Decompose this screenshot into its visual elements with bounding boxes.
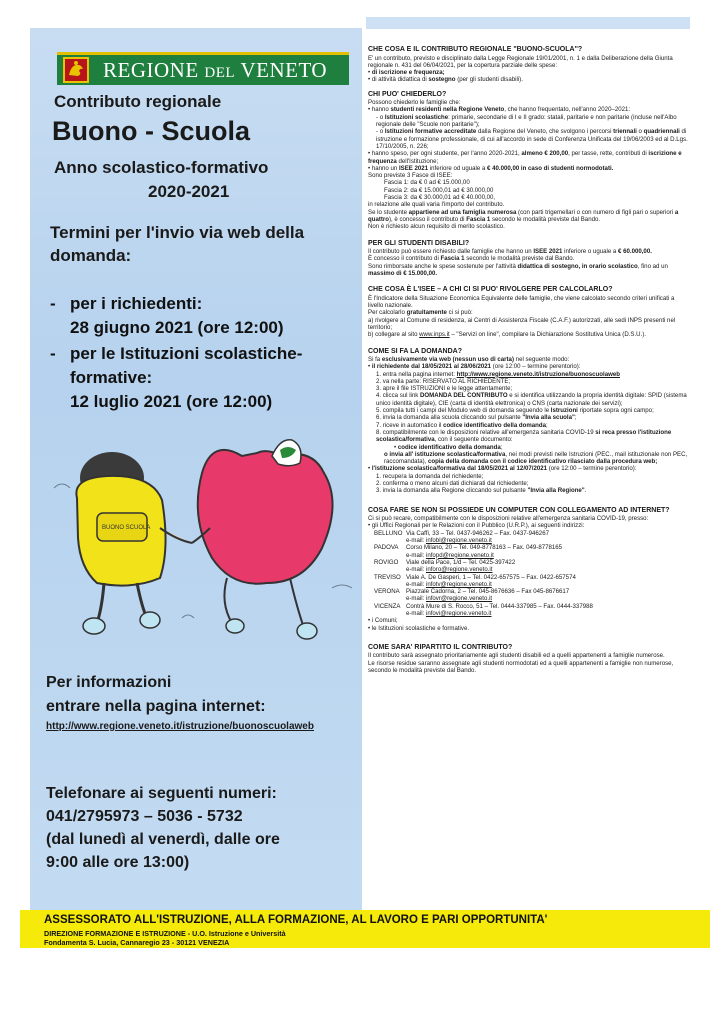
paragraph: Il contributo può essere richiesto dalle famiglie che hanno un ISEE 2021 inferiore o uguale a € 60.000,00. [368,248,652,256]
child-and-apple-illustration [42,418,362,658]
offices-list [368,530,688,618]
deadline-istituzioni: per le Istituzioni scolastiche-formative: 12 luglio 2021 (ore 12:00) [70,344,303,411]
list-item: • hanno speso, per ogni studente, per l'anno 2020-2021, almeno € 200,00, per tasse, rette, contributi di iscrizione e frequenza dell'Istituzione; [368,150,682,165]
office-email-row: e-mail: infopd@regione.veneto.it [406,551,494,559]
info-subheading: entrare nella pagina internet: [46,698,266,715]
step-item: 2. va nella parte: RISERVATO AL RICHIEDENTE; [376,377,511,385]
section-title: CHI PUO' CHIEDERLO? [368,90,447,98]
paragraph: Ci si può recare, compatibilmente con le disposizioni relative all'emergenza sanitaria COVID-19, presso: [368,515,649,523]
paragraph: Possono chiederlo le famiglie che: [368,99,461,107]
step-subitem: o invia all' istituzione scolastica/formativa, nei modi previsti nelle Istruzioni (PEC., mail istituzionale non PEC, raccomandata), copia della domanda con il codice identificativo rilasciato dalla procedura web; [384,450,688,466]
step-item: 1. entra nella pagina internet: http://www.regione.veneto.it/istruzione/buonoscuolaweb [376,370,620,378]
list-item: • le Istituzioni scolastiche e formative. [368,624,470,632]
list-item: • il richiedente dal 18/05/2021 al 28/06/2021 (ore 12:00 – termine perentorio): [368,363,581,371]
office-row: BELLUNO Via Caffi, 33 – Tel. 0437-946262 – Fax. 0437-946267 [374,529,549,537]
inps-link[interactable]: www.inps.it [419,331,450,339]
step-item: 4. clicca sul link DOMANDA DEL CONTRIBUTO e si identifica utilizzando la propria identità digitale: SPID (sistema unico identità digitale), CIE (carta di identità elettronica) o CNS (carta nazionale dei servizi); [376,392,687,407]
step-item: 7. riceve in automatico il codice identificativo della domanda; [376,421,548,429]
office-row: VERONA Piazzale Cadorna, 2 – Tel. 045-8676636 – Fax 045-8676617 [374,588,570,596]
bullet-dash: - [50,344,56,363]
top-blue-strip [366,17,690,29]
step-item: 2. conferma o meno alcuni dati dichiarati dal richiedente; [376,480,529,488]
list-item: • di attività didattica di sostegno (per gli studenti disabili). [368,76,523,84]
paragraph: Il contributo sarà assegnato prioritariamente agli studenti disabili ed a quelli appartenenti a famiglie numerose. [368,652,665,660]
contributo-heading: Contributo regionale [54,92,222,111]
list-item: - o Istituzioni scolastiche: primarie, secondarie di I e II grado: statali, paritarie e non paritarie (incluse nell'Albo regionale delle "Scuole non paritarie"); [376,113,677,129]
paragraph: Se lo studente appartiene ad una famiglia numerosa (con parti trigemellari o con numero di figli pari o superiori a quattro), è concesso il contributo di Fascia 1 secondo le modalità previste dal Bando. [368,208,679,223]
step-item: 5. compila tutti i campi del Modulo web di domanda seguendo le Istruzioni riportate sopra ogni campo; [376,407,654,415]
paragraph: È l'Indicatore della Situazione Economica Equivalente delle famiglie, che viene calcolato secondo criteri unificati a livello nazionale. [368,294,675,310]
tel-hours-1: (dal lunedì al venerdì, dalle ore [46,831,280,848]
office-email-row: e-mail: infotv@regione.veneto.it [406,580,492,588]
step-subitem: • codice identificativo della domanda; [394,443,503,451]
bullet-dash: - [50,294,56,313]
buono-scuola-title: Buono - Scuola [52,116,250,146]
lion-emblem-icon [61,56,91,84]
buonoscuola-link[interactable]: http://www.regione.veneto.it/istruzione/buonoscuolaweb [456,370,620,378]
info-column [368,46,688,908]
section-title: COSA FARE SE NON SI POSSIEDE UN COMPUTER CON COLLEGAMENTO AD INTERNET? [368,506,670,514]
email-link[interactable]: infobl@regione.veneto.it [425,537,492,545]
tel-hours-2: 9:00 alle ore 13:00) [46,854,190,871]
paragraph: Sono rimborsate anche le spese sostenute per l'attività didattica di sostegno, in orario scolastico, fino ad un massimo di € 15.000,00. [368,262,668,277]
fascia-item: Fascia 3: da € 30.000,01 ad € 40.000,00, [384,194,496,202]
info-heading: Per informazioni [46,674,172,691]
paragraph: Per calcolarlo gratuitamente ci si può: [368,309,473,317]
list-item: b) collegare al sito www.inps.it – "Servizi on line", compilare la Dichiarazione Sostitutiva Unica (D.S.U.). [368,331,646,339]
deadline-richiedenti: per i richiedenti: 28 giugno 2021 (ore 12:00) [70,294,284,337]
termini-heading: Termini per l'invio via web della domanda: [50,223,305,265]
paragraph: Si fa esclusivamente via web (nessun uso di carta) nel seguente modo: [368,356,570,363]
regione-veneto-logo [57,52,349,85]
paragraph: Sono previste 3 Fasce di ISEE: [368,172,453,180]
office-email-row: e-mail: inforo@regione.veneto.it [406,566,493,574]
list-item: a) rivolgere al Comune di residenza, ai Centri di Assistenza Fiscale (C.A.F.) autorizzati, alle sedi INPS presenti nel territorio; [368,316,676,331]
email-link[interactable]: inforo@regione.veneto.it [425,566,493,574]
email-link[interactable]: infovi@regione.veneto.it [425,610,492,617]
logo-text: REGIONE DEL VENETO [103,57,328,82]
anno-scolastico: Anno scolastico-formativo [54,158,269,177]
office-row: TREVISO Viale A. De Gasperi, 1 – Tel. 0422-657575 – Fax. 0422-657574 [374,573,576,581]
svg-text:BUONO SCUOLA: BUONO SCUOLA [102,525,151,531]
section-title: CHE COSA È L'ISEE – A CHI CI SI PUO' RIVOLGERE PER CALCOLARLO? [368,286,613,294]
section-title: CHE COSA È IL CONTRIBUTO REGIONALE "BUONO-SCUOLA"? [368,46,583,53]
list-item: • gli Uffici Regionali per le Relazioni con il Pubblico (U.R.P.), ai seguenti indirizzi: [368,522,585,530]
paragraph: E' un contributo, previsto e disciplinato dalla Legge Regionale 19/01/2001, n. 1 e dalla Deliberazione della Giunta regionale n. 431 del 06/04/2021, per la copertura parziale delle spese: [368,54,673,69]
footer-direzione: DIREZIONE FORMAZIONE E ISTRUZIONE - U.O. Istruzione e Università [44,929,286,938]
paragraph: in relazione alle quali varia l'importo del contributo. [368,201,505,209]
list-item: • di iscrizione e frequenza; [368,69,445,77]
fascia-item: Fascia 2: da € 15.000,01 ad € 30.000,00 [384,186,494,194]
footer-address: Fondamenta S. Lucia, Cannaregio 23 - 30121 VENEZIA [44,938,230,947]
email-link[interactable]: infotv@regione.veneto.it [425,580,492,588]
office-row: VICENZA Contrà Mure di S. Rocco, 51 – Tel. 0444-337985 – Fax. 0444-337988 [374,602,593,610]
step-item: 1. recupera la domanda del richiedente; [376,472,484,480]
email-link[interactable]: infopd@regione.veneto.it [425,551,494,559]
list-item: • hanno un ISEE 2021 inferiore od uguale a € 40.000,00 in caso di studenti normodotati. [368,164,614,172]
step-item: 3. apre il file ISTRUZIONI e le legge attentamente; [376,385,513,393]
left-panel [30,28,362,910]
office-email-row: e-mail: infobl@regione.veneto.it [406,537,492,545]
paragraph: Non è richiesto alcun requisito di merito scolastico. [368,223,505,231]
paragraph: Le risorse residue saranno assegnate agli studenti normodotati ed a quelli appartenenti a famiglie non numerose, secondo le modalità previste dal Bando. [368,659,674,674]
step-item: 3. invia la domanda alla Regione cliccando sul pulsante "Invia alla Regione". [376,487,587,495]
section-title: COME SI FA LA DOMANDA? [368,347,462,355]
info-url-link[interactable]: http://www.regione.veneto.it/istruzione/buonoscuolaweb [46,721,314,732]
tel-heading: Telefonare ai seguenti numeri: [46,785,277,802]
list-item: • l'istituzione scolastica/formativa dal 18/05/2021 al 12/07/2021 (ore 12:00 – termine perentorio): [368,465,637,473]
paragraph: È concesso il contributo di Fascia 1 secondo le modalità previste dal Bando. [368,255,575,263]
list-item: - o Istituzioni formative accreditate dalla Regione del Veneto, che svolgono i percorsi triennali o quadriennali di istruzione e formazione professionale, di cui all'accordo in sede di Conferenza Unificata del 19/06/2003 ed al D.Lgs. 17/10/2005, n. 226; [376,128,688,150]
list-item: • i Comuni; [368,617,398,625]
office-row: PADOVA Corso Milano, 20 – Tel. 049-8778163 – Fax. 049-8778165 [374,544,563,552]
office-email-row: e-mail: infovi@regione.veneto.it [406,610,492,617]
step-item: 8. compatibilmente con le disposizioni relative all'emergenza sanitaria COVID-19 si reca presso l'istituzione scolastica/formativa, con il seguente documento: [376,428,672,444]
email-link[interactable]: infovr@regione.veneto.it [425,595,493,603]
tel-numbers: 041/2795973 – 5036 - 5732 [46,808,243,825]
fascia-item: Fascia 1: da € 0 ad € 15.000,00 [384,179,470,187]
anno-years: 2020-2021 [148,182,230,201]
footer-title: ASSESSORATO ALL'ISTRUZIONE, ALLA FORMAZIONE, AL LAVORO E PARI OPPORTUNITA' [44,914,548,926]
list-item: • hanno studenti residenti nella Regione Veneto, che hanno frequentato, nell'anno 2020–2021: [368,106,631,114]
footer-banner [20,910,710,948]
office-row: ROVIGO Viale della Pace, 1/d – Tel. 0425-397422 [374,558,516,566]
section-title: COME SARA' RIPARTITO IL CONTRIBUTO? [368,643,513,651]
step-item: 6. invia la domanda alla scuola cliccando sul pulsante "Invia alla scuola"; [376,414,577,422]
office-email-row: e-mail: infovr@regione.veneto.it [406,595,493,603]
section-title: PER GLI STUDENTI DISABILI? [368,239,470,247]
